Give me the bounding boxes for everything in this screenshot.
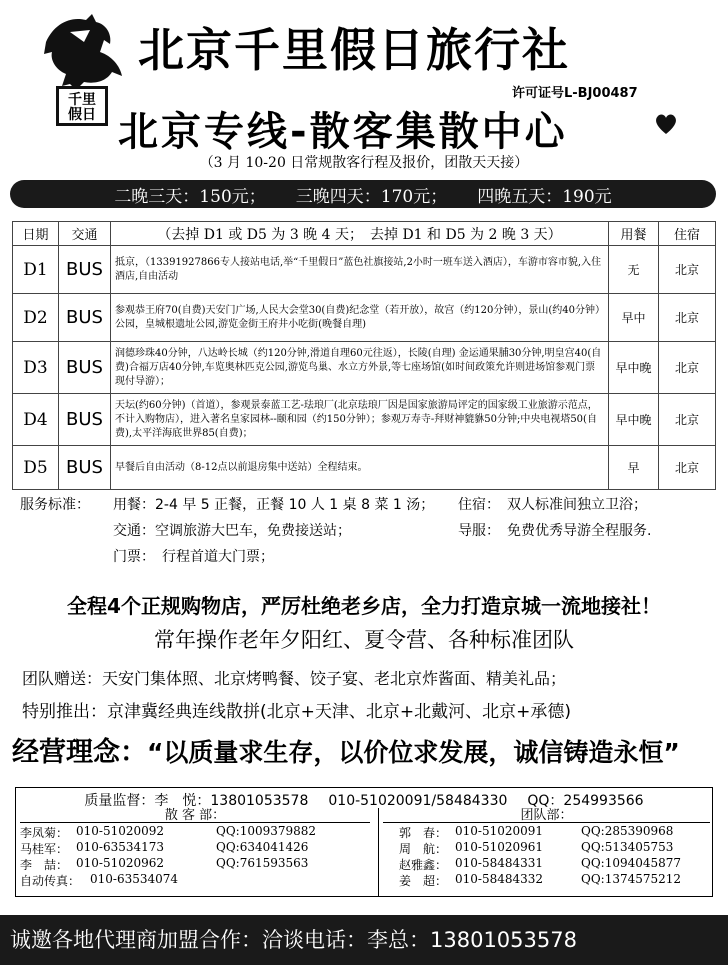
list-item bbox=[383, 823, 710, 839]
list-item bbox=[20, 823, 370, 839]
list-item bbox=[383, 855, 710, 871]
transport-cell: BUS bbox=[59, 394, 111, 446]
group-dept-title: 团队部： bbox=[383, 808, 710, 823]
contact-name: 周 航： bbox=[399, 842, 448, 856]
price-bar bbox=[10, 180, 716, 208]
contact-name: 赵雅鑫： bbox=[399, 858, 448, 872]
contact-qq: QQ:285390968 bbox=[581, 824, 674, 838]
day-cell: D1 bbox=[13, 246, 59, 294]
quality-phone: 13801053578 bbox=[210, 793, 309, 809]
contact-tel: 010-58484332 bbox=[455, 872, 544, 886]
meals-cell: 早中晚 bbox=[609, 394, 659, 446]
meals-cell: 早中晚 bbox=[609, 342, 659, 394]
stay-cell: 北京 bbox=[659, 294, 716, 342]
contact-tel: 010-51020961 bbox=[455, 840, 544, 854]
contact-name: 自动传真： bbox=[20, 874, 81, 888]
quality-tel: 010-51020091/58484330 bbox=[328, 793, 508, 809]
transport-cell: BUS bbox=[59, 294, 111, 342]
contact-qq: QQ:1009379882 bbox=[216, 824, 317, 838]
schedule-note: （3 月 10-20 日常规散客行程及报价，团散天天接） bbox=[199, 155, 529, 171]
service-tickets: 门票： 行程首道大门票； bbox=[113, 549, 274, 565]
list-item bbox=[383, 839, 710, 855]
service-guide: 导服： 免费优秀导游全程服务. bbox=[458, 523, 652, 539]
service-meals: 用餐：2-4 早 5 正餐，正餐 10 人 1 桌 8 菜 1 汤； bbox=[113, 497, 435, 513]
quality-qq: QQ：254993566 bbox=[527, 793, 644, 809]
page-title: 北京专线-散客集散中心 bbox=[118, 109, 568, 155]
contact-tel: 010-63534173 bbox=[76, 840, 165, 854]
special-offer: 特别推出：京津冀经典连线散拼(北京+天津、北京+北戴河、北京+承德) bbox=[22, 702, 571, 722]
contact-name: 马桂军： bbox=[20, 842, 69, 856]
itinerary-header-row bbox=[13, 222, 716, 246]
price-4n5d: 四晚五天：190元 bbox=[477, 186, 612, 207]
contact-tel: 010-51020092 bbox=[76, 824, 165, 838]
table-row bbox=[13, 246, 716, 294]
shopping-slogan: 全程4个正规购物店，严厉杜绝老乡店，全力打造京城一流地接社！ bbox=[67, 594, 661, 618]
contact-qq: QQ:1374575212 bbox=[581, 872, 682, 886]
transport-cell: BUS bbox=[59, 246, 111, 294]
day-cell: D4 bbox=[13, 394, 59, 446]
table-row bbox=[13, 394, 716, 446]
contact-qq: QQ:513405753 bbox=[581, 840, 674, 854]
list-item bbox=[20, 871, 370, 887]
heart-icon bbox=[652, 110, 680, 138]
contact-tel: 010-51020091 bbox=[455, 824, 544, 838]
contact-name: 姜 超： bbox=[399, 874, 448, 888]
philosophy-label: 经营理念： bbox=[12, 737, 147, 768]
contact-tel: 010-51020962 bbox=[76, 856, 165, 870]
philosophy-text: “以质量求生存，以价位求发展，诚信铸造永恒” bbox=[147, 738, 680, 767]
price-2n3d: 二晚三天：150元； bbox=[114, 186, 266, 207]
description-cell: 参观恭王府70(自费)天安门广场,人民大会堂30(自费)纪念堂（若开放），故宫（约120分钟），景山(约40分钟）公园，皇城根遗址公园,游览金街王府井小吃街(晚餐自理) bbox=[111, 294, 609, 342]
horse-logo-icon bbox=[40, 12, 130, 127]
individual-dept bbox=[20, 808, 370, 896]
day-cell: D5 bbox=[13, 446, 59, 490]
meals-cell: 早中 bbox=[609, 294, 659, 342]
quality-label: 质量监督：李 悦： bbox=[84, 793, 211, 809]
description-cell: 早餐后自由活动（8-12点以前退房集中送站）全程结束。 bbox=[111, 446, 609, 490]
stay-cell: 北京 bbox=[659, 394, 716, 446]
service-label: 服务标准： bbox=[20, 497, 90, 513]
business-philosophy bbox=[12, 730, 680, 769]
table-row bbox=[13, 294, 716, 342]
table-row bbox=[13, 446, 716, 490]
meals-cell: 无 bbox=[609, 246, 659, 294]
contact-name: 李 喆： bbox=[20, 858, 69, 872]
list-item bbox=[383, 871, 710, 887]
service-transport: 交通：空调旅游大巴车，免费接送站； bbox=[113, 523, 351, 539]
logo-text-line1: 千里 bbox=[68, 92, 96, 108]
price-3n4d: 三晚四天：170元； bbox=[295, 186, 448, 207]
stay-cell: 北京 bbox=[659, 246, 716, 294]
logo-text-line2: 假日 bbox=[68, 107, 96, 123]
contact-tel: 010-63534074 bbox=[90, 872, 179, 886]
contact-box bbox=[15, 787, 713, 897]
header-day: 日期 bbox=[13, 222, 59, 246]
description-cell: 抵京，（13391927866专人接站电话,举“千里假日”蓝色社旗接站,2小时一班车送入酒店），车游市容市貌,入住酒店,自由活动 bbox=[111, 246, 609, 294]
individual-dept-title: 散 客 部： bbox=[20, 808, 370, 823]
service-stay: 住宿： 双人标准间独立卫浴； bbox=[458, 497, 647, 513]
contact-name: 李凤菊： bbox=[20, 826, 69, 840]
franchise-footer: 诚邀各地代理商加盟合作：洽谈电话：李总：13801053578 bbox=[0, 915, 728, 965]
itinerary-table bbox=[12, 221, 716, 490]
table-row bbox=[13, 342, 716, 394]
company-logo bbox=[40, 12, 130, 127]
contact-qq: QQ:761593563 bbox=[216, 856, 309, 870]
license-number: 许可证号L-BJ00487 bbox=[512, 86, 638, 101]
contact-qq: QQ:634041426 bbox=[216, 840, 309, 854]
description-cell: 润德珍珠40分钟，八达岭长城（约120分钟,滑道自理60元往返），长陵(自理) 金运通果脯30分钟,明皇宫40(自费)合福万店40分钟,车览奥林匹克公园,游览鸟巢、水立方外景,等七座场馆(如时间政策允许则进场馆参观门票现付导游）； bbox=[111, 342, 609, 394]
group-gifts: 团队赠送：天安门集体照、北京烤鸭餐、饺子宴、老北京炸酱面、精美礼品； bbox=[22, 669, 567, 688]
contact-tel: 010-58484331 bbox=[455, 856, 544, 870]
transport-cell: BUS bbox=[59, 446, 111, 490]
quality-supervision bbox=[16, 790, 712, 810]
list-item bbox=[20, 839, 370, 855]
meals-cell: 早 bbox=[609, 446, 659, 490]
day-cell: D2 bbox=[13, 294, 59, 342]
group-slogan: 常年操作老年夕阳红、夏令营、各种标准团队 bbox=[154, 628, 574, 652]
stay-cell: 北京 bbox=[659, 342, 716, 394]
header-meals: 用餐 bbox=[609, 222, 659, 246]
list-item bbox=[20, 855, 370, 871]
day-cell: D3 bbox=[13, 342, 59, 394]
contact-qq: QQ:1094045877 bbox=[581, 856, 682, 870]
company-name: 北京千里假日旅行社 bbox=[138, 23, 570, 77]
description-cell: 天坛(约60分钟)（首道），参观景泰蓝工艺-珐琅厂(北京珐琅厂因是国家旅游局评定的国家级工业旅游示范点，不计入购物店），进入著名皇家园林--颐和园（约150分钟）；参观万寿寺-拜财神貔貅50分钟;中央电视塔50(自费),太平洋海底世界85(自费)； bbox=[111, 394, 609, 446]
group-dept bbox=[378, 808, 710, 896]
header-transport: 交通 bbox=[59, 222, 111, 246]
transport-cell: BUS bbox=[59, 342, 111, 394]
header-stay: 住宿 bbox=[659, 222, 716, 246]
stay-cell: 北京 bbox=[659, 446, 716, 490]
contact-name: 郭 春： bbox=[399, 826, 448, 840]
header-condition: （去掉 D1 或 D5 为 3 晚 4 天； 去掉 D1 和 D5 为 2 晚 3 天） bbox=[111, 222, 609, 246]
